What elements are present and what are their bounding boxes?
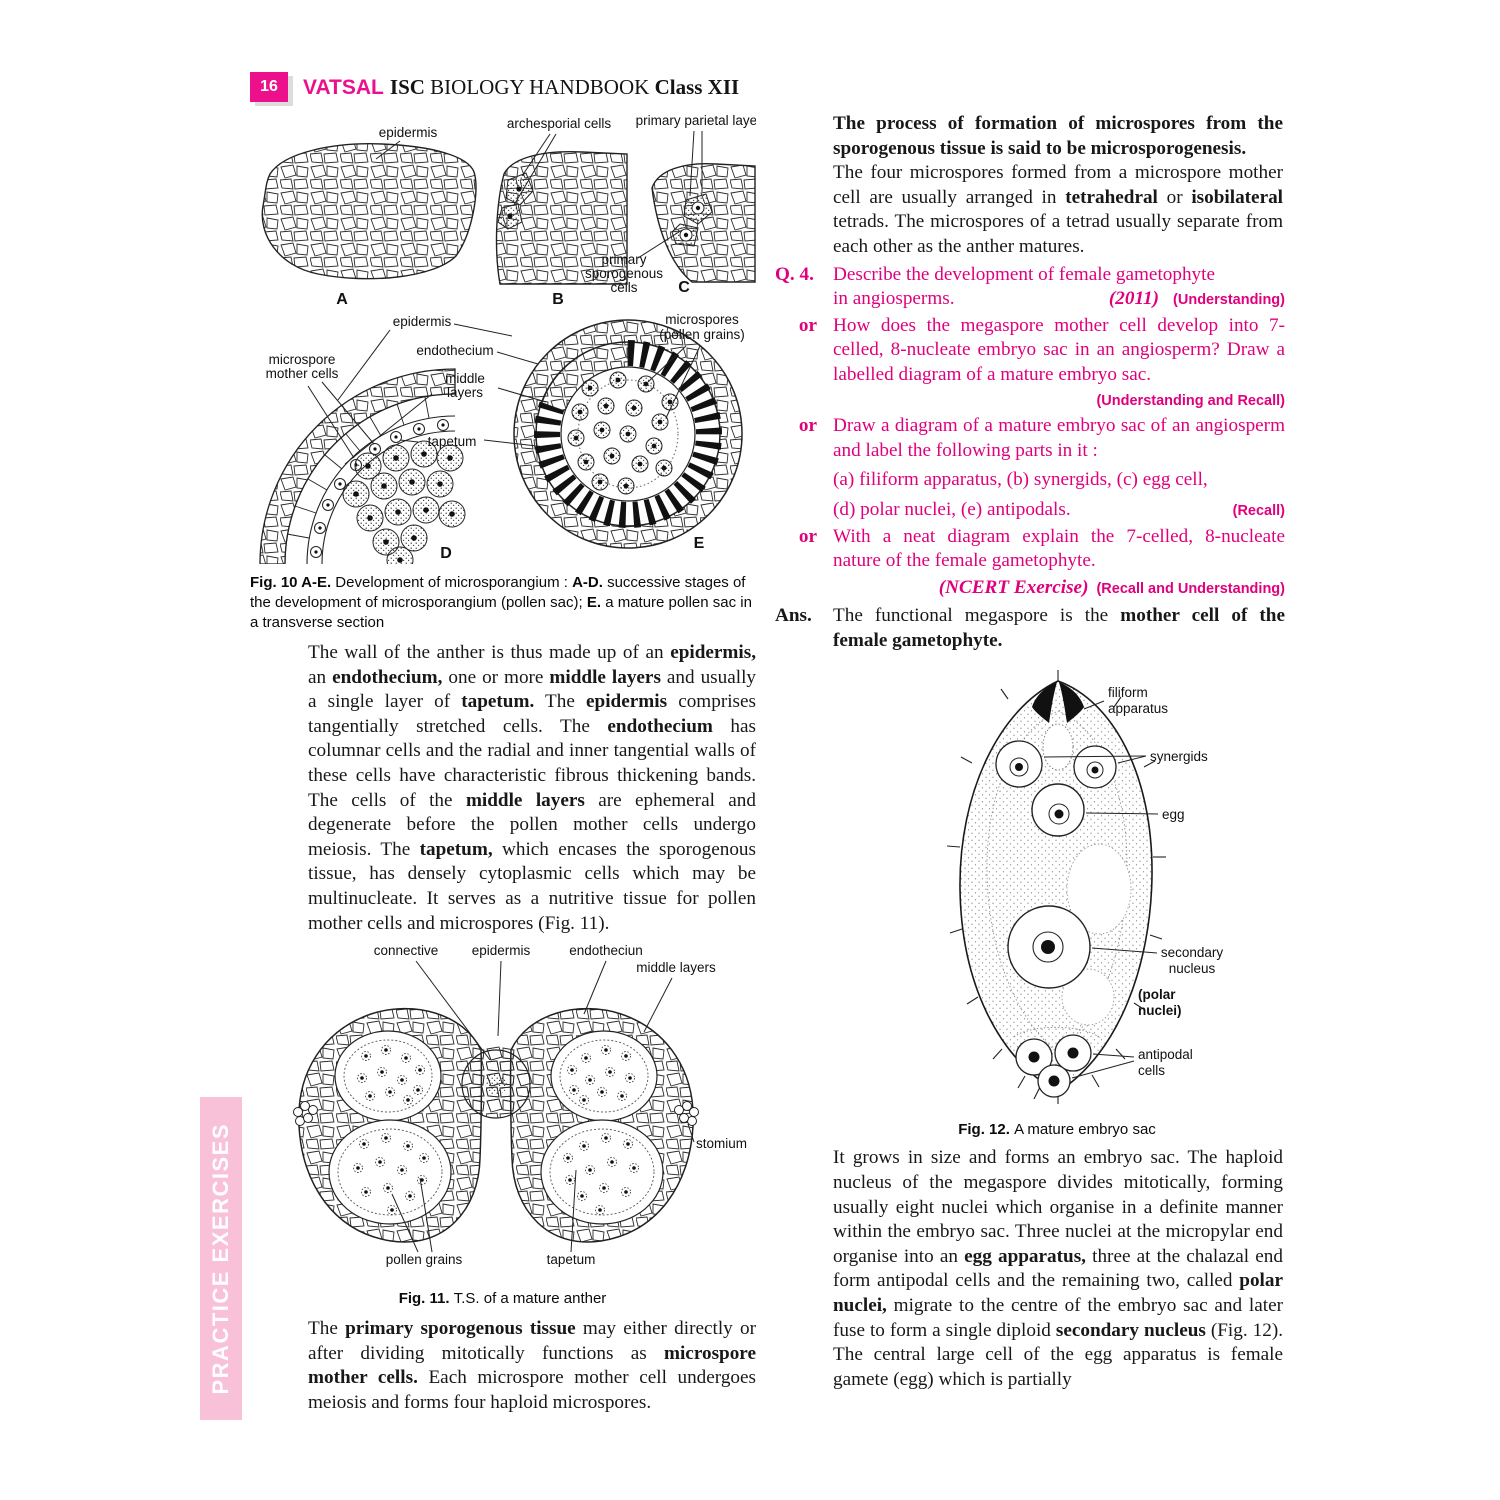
sporogenous-tissue-paragraph: The primary sporogenous tissue may either directly or after dividing mitotically functions as microspore mother cells. Each microspore mother cell undergoes meiosis and forms four haploid microspores. (308, 1318, 756, 1413)
fig10-label-microspore-mother-1: microspore (268, 352, 336, 367)
answer-text: The functional megaspore is the mother cell of the female gametophyte. (833, 605, 1285, 651)
or-question-3-tag: (Recall and Understanding) (1096, 580, 1285, 597)
fig10-label-middle-layers-1: middle (445, 371, 485, 386)
fig10-label-epidermis: epidermis (378, 125, 438, 140)
fig10-letter-a: A (336, 291, 348, 308)
microsporogenesis-paragraph: The process of formation of microspores from the sporogenous tissue is said to be microsporogenesis. (833, 113, 1283, 159)
fig11-caption: Fig. 11. T.S. of a mature anther (398, 1290, 607, 1308)
fig12-block (833, 667, 1281, 1112)
or-label-3: or (798, 525, 817, 547)
or-question-2 (833, 414, 1285, 522)
fig12-label-egg: egg (1162, 807, 1185, 823)
fig11-label-stomium: stomium (696, 1136, 748, 1152)
fig12-caption: Fig. 12. A mature embryo sac (958, 1121, 1156, 1139)
fig10-label-middle-layers-2: layers (446, 385, 484, 400)
practice-exercises-label: PRACTICE EXERCISES (208, 1122, 233, 1395)
or-question-2-tag: (Recall) (1232, 502, 1285, 519)
or-question-1-text: How does the megaspore mother cell develop into 7-celled, 8-nucleate embryo sac in an angiosperm? Draw a labelled diagram of a mature embryo sac. (833, 314, 1285, 385)
or-question-3-source: (NCERT Exercise) (938, 576, 1089, 598)
fig10-label-microspore-mother-2: mother cells (265, 366, 339, 381)
or-label-2: or (798, 415, 817, 437)
fig10-letter-c: C (678, 279, 690, 296)
or-question-2-text: Draw a diagram of a mature embryo sac of an angiosperm and label the following parts in it : (833, 415, 1285, 461)
fig12-label-antipodal-1: antipodal (1138, 1047, 1193, 1063)
fig10-label-epidermis-2: epidermis (392, 314, 452, 329)
fig12-label-secondary-1: secondary (1160, 945, 1224, 961)
question-number: Q. 4. (775, 263, 814, 285)
fig12-embryo-sac-diagram (862, 667, 1252, 1107)
page-header (250, 72, 739, 102)
series-name: ISC (389, 74, 425, 99)
fig10-label-archesporial-cells: archesporial cells (506, 116, 612, 131)
or-label: or (798, 314, 817, 336)
practice-exercises-tab (200, 1097, 242, 1420)
tetrads-paragraph: The four microspores formed from a microspore mother cell are usually arranged in tetrahedral or isobilateral tetrads. The microspores of a tetrad usually separate from each other as the anther matures. (833, 162, 1284, 257)
fig11-label-endotheciun: endotheciun (569, 943, 643, 959)
embryo-sac-paragraph: It grows in size and forms an embryo sac. The haploid nucleus of the megaspore divides mitotically, forming usually eight nuclei which organise in a definite manner within the embryo sac. Three nuclei at the micropylar end organise into an egg apparatus, three at the chalazal end form antipodal cells and the remaining two, called polar nuclei, migrate to the centre of the embryo sac and later fuse to form a single diploid secondary nucleus (Fig. 12). The central large cell of the egg apparatus is female gamete (egg) which is partially (833, 1147, 1284, 1390)
anther-wall-paragraph: The wall of the anther is thus made up of an epidermis, an endothecium, one or more middle layers and usually a single layer of tapetum. The epidermis comprises tangentially stretched cells. The endothecium has columnar cells and the radial and inner tangential walls of these cells have characteristic fibrous thickening bands. The cells of the middle layers are ephemeral and degenerate before the pollen mother cells undergo meiosis. The tapetum, which encases the sporogenous tissue, has densely cytoplasmic cells which may be multinucleate. It serves as a nutritive tissue for pollen mother cells and microspores (Fig. 11). (308, 642, 757, 934)
fig12-label-polar-2: nuclei) (1138, 1003, 1182, 1019)
fig11-label-connective: connective (373, 943, 439, 959)
question-year: (2011) (1108, 288, 1160, 310)
fig12-label-filiform-1: filiform (1108, 685, 1148, 701)
fig11-label-pollen-grains: pollen grains (385, 1252, 463, 1268)
answer-block (775, 604, 1285, 653)
fig11-mature-anther-diagram (276, 942, 750, 1274)
fig11-label-tapetum: tapetum (546, 1252, 596, 1268)
fig10-letter-b: B (552, 291, 564, 308)
answer-label: Ans. (775, 605, 812, 627)
fig10-label-microspores-2: (pollen grains) (659, 327, 745, 342)
fig12-label-filiform-2: apparatus (1108, 701, 1169, 717)
fig10-label-primary-parietal-layers: primary parietal layers (635, 113, 756, 128)
title-text: BIOLOGY HANDBOOK (430, 74, 650, 99)
fig10-label-tapetum: tapetum (427, 434, 477, 449)
or-question-1 (833, 314, 1285, 412)
page-number-badge: 16 (250, 72, 288, 102)
class-label: Class XII (654, 74, 740, 99)
fig12-label-synergids: synergids (1150, 749, 1208, 765)
or-question-2-parts-d: (d) polar nuclei, (e) antipodals. (833, 498, 1071, 520)
fig10-label-primary-sporogenous-3: cells (610, 280, 638, 295)
question-skill-tag: (Understanding) (1173, 292, 1285, 309)
book-title (303, 75, 739, 100)
fig10-caption: Fig. 10 A-E. Development of microsporangium : A-D. successive stages of the development of microsporangium (pollen sac); E. a mature pollen sac in a transverse section (250, 574, 752, 631)
or-question-1-tag: (Understanding and Recall) (1096, 392, 1285, 409)
right-column (775, 112, 1285, 1392)
fig10-label-primary-sporogenous-2: sporogenous (584, 266, 664, 281)
fig10-letter-d: D (440, 545, 452, 562)
question-line-1: Describe the development of female gametophyte (833, 263, 1215, 285)
brand-name: VATSAL (303, 75, 384, 99)
question-text (833, 263, 1285, 312)
left-column (250, 112, 756, 1416)
question-4-block (775, 263, 1285, 601)
or-question-3 (833, 525, 1285, 601)
fig10-letter-e: E (693, 535, 705, 552)
fig12-label-secondary-2: nucleus (1168, 961, 1216, 977)
fig10-label-endothecium: endothecium (416, 343, 494, 358)
or-question-2-parts-a: (a) filiform apparatus, (b) synergids, (c) egg cell, (833, 469, 1208, 491)
fig10-label-microspores-1: microspores (665, 312, 739, 327)
fig12-label-polar-1: (polar (1138, 987, 1176, 1003)
or-question-3-text: With a neat diagram explain the 7-celled, 8-nucleate nature of the female gametophyte. (833, 525, 1285, 572)
fig10-microsporangium-diagram (250, 112, 756, 564)
fig11-label-middle-layers: middle layers (636, 960, 716, 976)
fig11-label-epidermis: epidermis (471, 943, 531, 959)
fig10-label-primary-sporogenous-1: primary (601, 252, 647, 267)
fig12-label-antipodal-2: cells (1138, 1063, 1166, 1079)
question-line-2: in angiosperms. (833, 288, 955, 310)
